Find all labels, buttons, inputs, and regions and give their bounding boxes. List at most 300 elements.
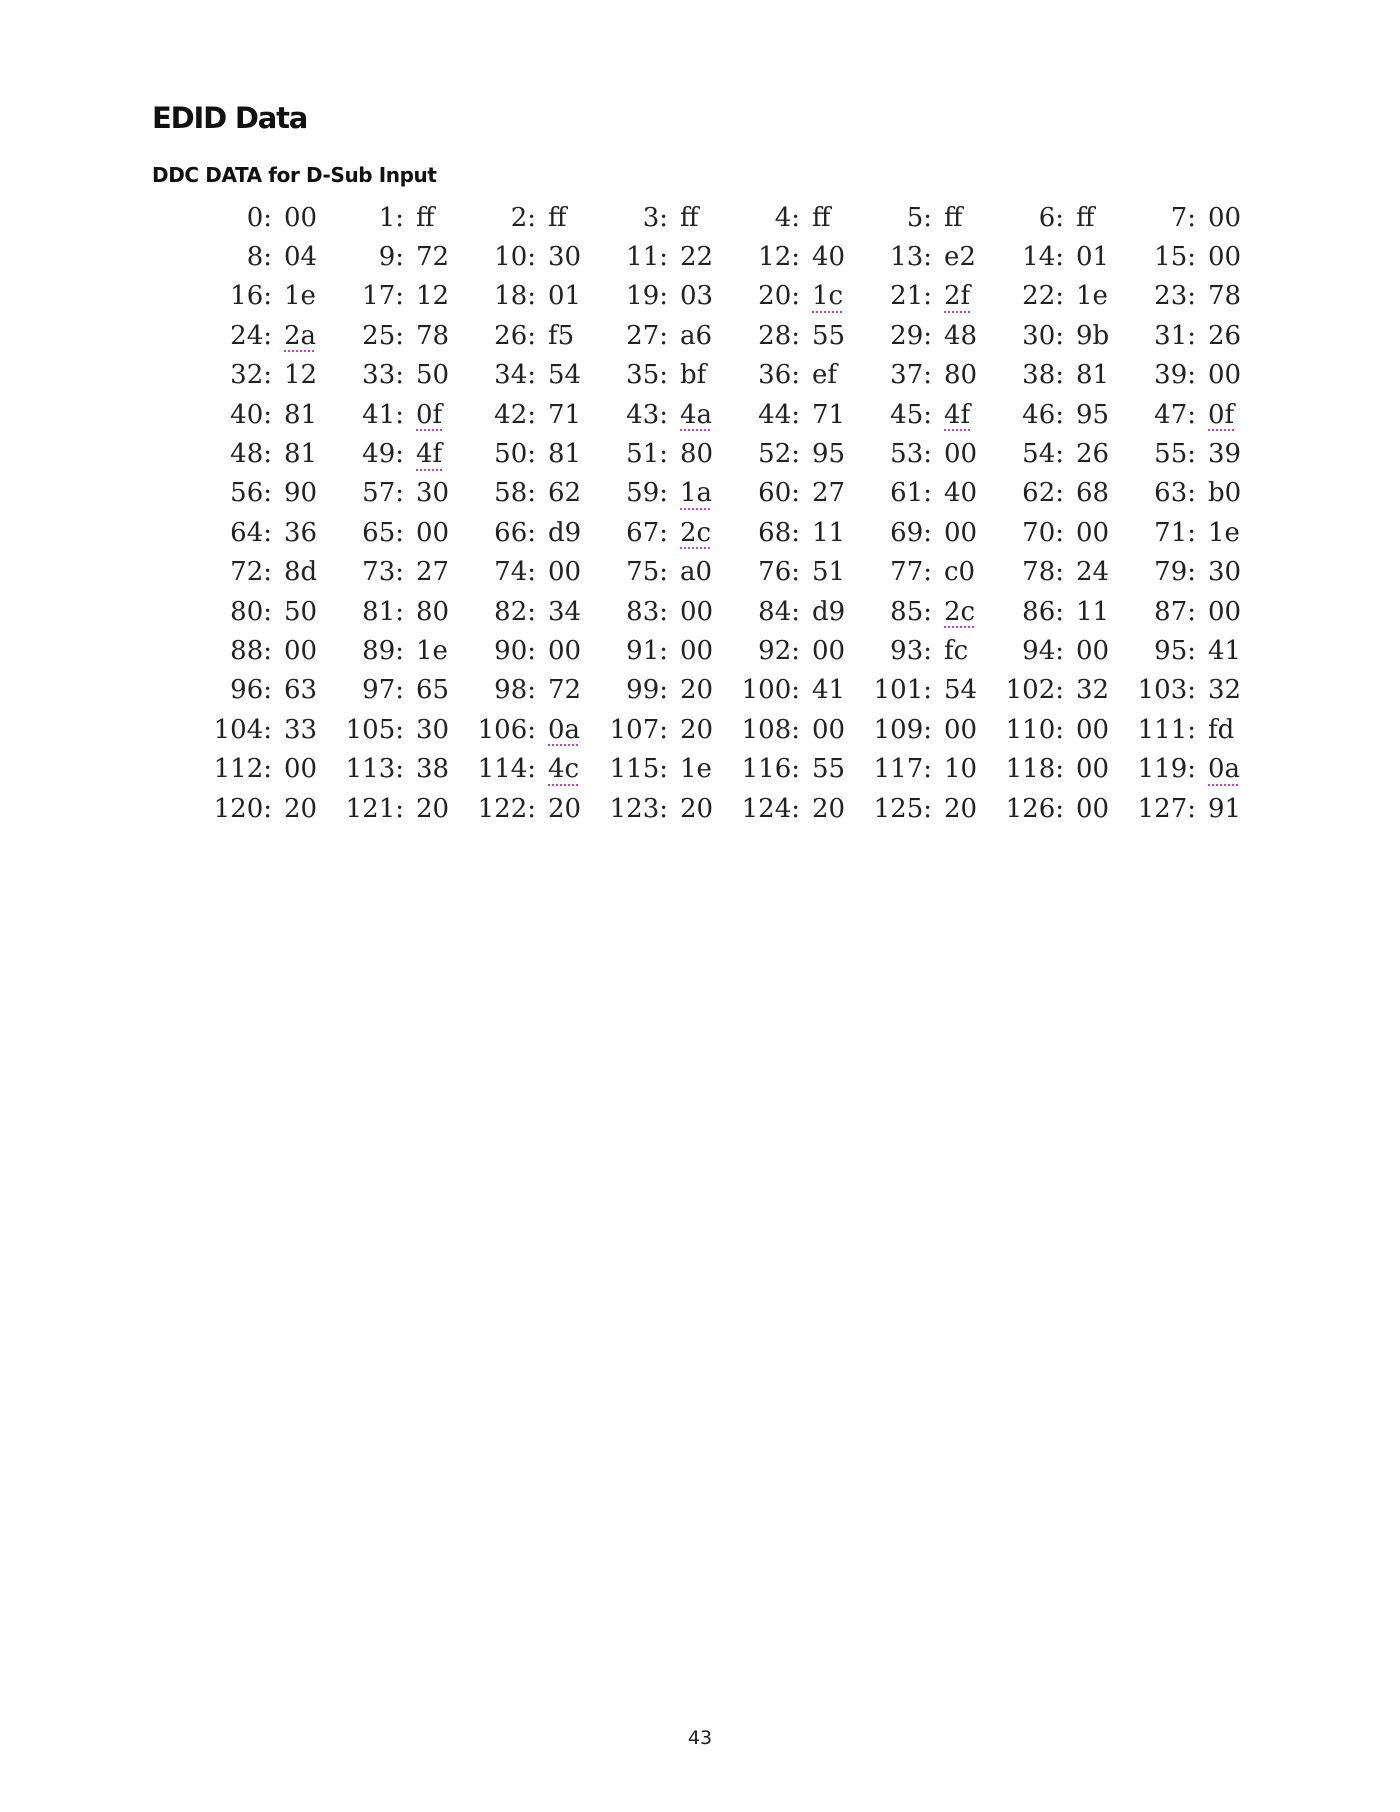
byte-value-text: 12 — [416, 281, 450, 312]
byte-value — [800, 395, 870, 434]
byte-value-text: ff — [944, 202, 963, 233]
byte-address: 123: — [609, 793, 668, 824]
byte-value — [272, 749, 342, 788]
byte-address: 105: — [345, 714, 404, 745]
byte-value — [404, 474, 474, 513]
byte-value-text: 38 — [416, 754, 450, 785]
byte-value-text: 24 — [1076, 557, 1110, 588]
byte-value — [1064, 277, 1134, 316]
byte-value — [668, 277, 738, 316]
byte-value — [1196, 671, 1266, 710]
byte-value-text: 55 — [812, 320, 846, 351]
byte-value-text: 41 — [1208, 635, 1242, 666]
byte-value — [932, 237, 1002, 276]
byte-address: 121: — [345, 793, 404, 824]
byte-value — [1064, 631, 1134, 670]
byte-value-text: 72 — [416, 242, 450, 273]
byte-address: 108: — [741, 714, 800, 745]
byte-value-text: 00 — [1076, 793, 1110, 824]
byte-value — [932, 671, 1002, 710]
byte-value-text: 4c — [548, 754, 580, 785]
byte-address: 117: — [873, 754, 932, 785]
byte-value — [800, 513, 870, 552]
byte-address: 85: — [890, 596, 932, 627]
byte-value — [272, 474, 342, 513]
byte-address: 26: — [494, 320, 536, 351]
byte-address: 64: — [230, 517, 272, 548]
byte-value — [1064, 671, 1134, 710]
byte-address: 58: — [494, 478, 536, 509]
byte-address: 46: — [1022, 399, 1064, 430]
byte-value-text: 48 — [944, 320, 978, 351]
byte-address: 43: — [626, 399, 668, 430]
byte-value — [668, 553, 738, 592]
byte-value-text: 20 — [680, 793, 714, 824]
byte-address: 34: — [494, 360, 536, 391]
byte-value — [1196, 277, 1266, 316]
byte-value-text: 2f — [944, 281, 971, 312]
byte-value — [404, 789, 474, 828]
page-title: EDID Data — [152, 101, 308, 135]
byte-address: 24: — [230, 320, 272, 351]
byte-value — [800, 671, 870, 710]
byte-value — [932, 395, 1002, 434]
byte-value — [668, 671, 738, 710]
byte-address: 78: — [1022, 557, 1064, 588]
byte-value-text: 62 — [548, 478, 582, 509]
byte-value-text: 50 — [284, 596, 318, 627]
byte-value — [536, 671, 606, 710]
byte-address: 115: — [609, 754, 668, 785]
byte-address: 51: — [626, 439, 668, 470]
byte-address: 9: — [378, 242, 404, 273]
byte-value — [536, 592, 606, 631]
byte-address: 79: — [1154, 557, 1196, 588]
byte-address: 92: — [758, 635, 800, 666]
byte-value — [800, 749, 870, 788]
byte-address: 97: — [362, 675, 404, 706]
byte-value — [1196, 513, 1266, 552]
byte-value — [800, 316, 870, 355]
byte-address: 124: — [741, 793, 800, 824]
byte-value — [272, 198, 342, 237]
byte-value — [932, 474, 1002, 513]
byte-value — [932, 749, 1002, 788]
byte-value — [536, 356, 606, 395]
byte-address: 0: — [246, 202, 272, 233]
byte-value-text: 51 — [812, 557, 846, 588]
byte-address: 73: — [362, 557, 404, 588]
page-number: 43 — [687, 1727, 713, 1749]
byte-value-text: 12 — [284, 360, 318, 391]
hex-row — [210, 671, 1266, 710]
byte-value — [932, 198, 1002, 237]
byte-address: 8: — [246, 242, 272, 273]
byte-value-text: 2c — [944, 596, 976, 627]
hex-row — [210, 789, 1266, 828]
byte-address: 20: — [758, 281, 800, 312]
byte-address: 104: — [213, 714, 272, 745]
byte-value-text: 00 — [812, 635, 846, 666]
byte-value-text: 4a — [680, 399, 713, 430]
byte-address: 70: — [1022, 517, 1064, 548]
byte-value-text: 9b — [1076, 320, 1110, 351]
hex-row — [210, 553, 1266, 592]
byte-value — [800, 237, 870, 276]
byte-value-text: 26 — [1076, 439, 1110, 470]
byte-value — [668, 749, 738, 788]
byte-address: 28: — [758, 320, 800, 351]
byte-value-text: 78 — [416, 320, 450, 351]
byte-value-text: 00 — [1076, 714, 1110, 745]
byte-address: 120: — [213, 793, 272, 824]
byte-value-text: ef — [812, 360, 838, 391]
byte-value-text: b0 — [1208, 478, 1242, 509]
byte-value — [272, 356, 342, 395]
byte-address: 68: — [758, 517, 800, 548]
byte-address: 76: — [758, 557, 800, 588]
byte-address: 16: — [230, 281, 272, 312]
byte-address: 13: — [890, 242, 932, 273]
byte-value — [800, 198, 870, 237]
byte-address: 107: — [609, 714, 668, 745]
byte-value-text: 00 — [944, 439, 978, 470]
byte-address: 101: — [873, 675, 932, 706]
byte-value-text: 11 — [812, 517, 846, 548]
byte-value-text: 00 — [944, 714, 978, 745]
byte-value — [800, 356, 870, 395]
byte-value — [272, 513, 342, 552]
byte-address: 15: — [1154, 242, 1196, 273]
byte-address: 50: — [494, 439, 536, 470]
byte-value — [1064, 316, 1134, 355]
hex-row — [210, 237, 1266, 276]
byte-value — [932, 553, 1002, 592]
byte-value-text: 01 — [1076, 242, 1110, 273]
byte-address: 69: — [890, 517, 932, 548]
hex-row — [210, 710, 1266, 749]
hex-row — [210, 434, 1266, 473]
byte-value — [1196, 474, 1266, 513]
byte-value-text: 40 — [944, 478, 978, 509]
byte-address: 44: — [758, 399, 800, 430]
byte-value-text: 0f — [416, 399, 443, 430]
byte-value-text: 11 — [1076, 596, 1110, 627]
byte-value — [800, 277, 870, 316]
byte-address: 87: — [1154, 596, 1196, 627]
byte-value-text: 33 — [284, 714, 318, 745]
byte-address: 109: — [873, 714, 932, 745]
byte-value — [536, 631, 606, 670]
byte-value — [404, 237, 474, 276]
byte-value-text: 20 — [680, 714, 714, 745]
byte-value — [272, 631, 342, 670]
byte-value-text: f5 — [548, 320, 575, 351]
byte-value — [272, 553, 342, 592]
byte-value — [932, 277, 1002, 316]
byte-address: 56: — [230, 478, 272, 509]
byte-address: 14: — [1022, 242, 1064, 273]
byte-address: 35: — [626, 360, 668, 391]
byte-value-text: ff — [680, 202, 699, 233]
byte-value-text: 00 — [1076, 517, 1110, 548]
byte-value-text: 0f — [1208, 399, 1235, 430]
byte-value — [668, 316, 738, 355]
byte-address: 113: — [345, 754, 404, 785]
byte-value-text: 01 — [548, 281, 582, 312]
byte-address: 39: — [1154, 360, 1196, 391]
byte-value-text: 30 — [416, 478, 450, 509]
byte-value-text: ff — [416, 202, 435, 233]
byte-address: 21: — [890, 281, 932, 312]
byte-value — [272, 671, 342, 710]
hex-row — [210, 356, 1266, 395]
byte-value-text: 04 — [284, 242, 318, 273]
byte-value-text: 03 — [680, 281, 714, 312]
byte-address: 93: — [890, 635, 932, 666]
byte-address: 19: — [626, 281, 668, 312]
byte-value-text: 00 — [944, 517, 978, 548]
byte-value — [536, 395, 606, 434]
byte-value-text: 00 — [284, 754, 318, 785]
byte-value — [1196, 789, 1266, 828]
byte-address: 62: — [1022, 478, 1064, 509]
byte-address: 42: — [494, 399, 536, 430]
byte-address: 112: — [213, 754, 272, 785]
byte-address: 110: — [1005, 714, 1064, 745]
byte-address: 57: — [362, 478, 404, 509]
byte-address: 12: — [758, 242, 800, 273]
byte-value — [536, 198, 606, 237]
byte-value — [668, 513, 738, 552]
byte-value — [668, 237, 738, 276]
byte-address: 67: — [626, 517, 668, 548]
byte-address: 49: — [362, 439, 404, 470]
byte-address: 6: — [1038, 202, 1064, 233]
byte-value-text: 00 — [1076, 754, 1110, 785]
byte-address: 45: — [890, 399, 932, 430]
hex-row — [210, 749, 1266, 788]
byte-value-text: 20 — [548, 793, 582, 824]
byte-value-text: 30 — [548, 242, 582, 273]
byte-value-text: 20 — [680, 675, 714, 706]
byte-value — [1196, 434, 1266, 473]
byte-value — [800, 474, 870, 513]
byte-value — [404, 513, 474, 552]
byte-address: 47: — [1154, 399, 1196, 430]
byte-value — [1064, 592, 1134, 631]
byte-value — [932, 316, 1002, 355]
byte-address: 116: — [741, 754, 800, 785]
byte-value-text: 4f — [416, 439, 443, 470]
byte-value-text: 65 — [416, 675, 450, 706]
byte-value — [1064, 395, 1134, 434]
byte-value-text: 2a — [284, 320, 317, 351]
byte-value — [404, 434, 474, 473]
byte-value — [1064, 553, 1134, 592]
byte-value-text: 10 — [944, 754, 978, 785]
byte-value-text: 00 — [1208, 596, 1242, 627]
byte-address: 5: — [906, 202, 932, 233]
byte-value-text: fd — [1208, 714, 1235, 745]
byte-value — [800, 789, 870, 828]
hex-row — [210, 474, 1266, 513]
byte-address: 36: — [758, 360, 800, 391]
byte-address: 119: — [1137, 754, 1196, 785]
byte-value-text: 00 — [812, 714, 846, 745]
byte-value — [800, 592, 870, 631]
byte-value-text: 00 — [680, 635, 714, 666]
byte-value-text: 00 — [1208, 242, 1242, 273]
byte-value-text: 54 — [944, 675, 978, 706]
byte-address: 75: — [626, 557, 668, 588]
byte-value-text: 00 — [416, 517, 450, 548]
byte-value — [536, 277, 606, 316]
byte-value — [1196, 749, 1266, 788]
byte-address: 66: — [494, 517, 536, 548]
hex-row — [210, 198, 1266, 237]
byte-value-text: 40 — [812, 242, 846, 273]
byte-value-text: 91 — [1208, 793, 1242, 824]
byte-address: 48: — [230, 439, 272, 470]
byte-value — [272, 395, 342, 434]
byte-value-text: bf — [680, 360, 707, 391]
byte-address: 4: — [774, 202, 800, 233]
byte-value-text: 41 — [812, 675, 846, 706]
byte-value — [404, 277, 474, 316]
byte-value-text: 1e — [416, 635, 448, 666]
byte-value-text: 1e — [284, 281, 316, 312]
ddc-hex-table-body — [210, 198, 1266, 828]
byte-value-text: 80 — [416, 596, 450, 627]
byte-value-text: a6 — [680, 320, 713, 351]
byte-address: 17: — [362, 281, 404, 312]
byte-value-text: 95 — [1076, 399, 1110, 430]
byte-value — [404, 198, 474, 237]
byte-value — [1064, 434, 1134, 473]
byte-value — [1196, 553, 1266, 592]
byte-value-text: 63 — [284, 675, 318, 706]
byte-value-text: 39 — [1208, 439, 1242, 470]
byte-address: 127: — [1137, 793, 1196, 824]
byte-value-text: 1e — [1076, 281, 1108, 312]
byte-value — [668, 198, 738, 237]
byte-address: 1: — [378, 202, 404, 233]
byte-address: 99: — [626, 675, 668, 706]
byte-address: 90: — [494, 635, 536, 666]
byte-value — [668, 395, 738, 434]
byte-address: 18: — [494, 281, 536, 312]
byte-value-text: 2c — [680, 517, 712, 548]
byte-value — [404, 395, 474, 434]
byte-address: 7: — [1170, 202, 1196, 233]
byte-address: 91: — [626, 635, 668, 666]
byte-address: 23: — [1154, 281, 1196, 312]
hex-row — [210, 277, 1266, 316]
byte-value — [1064, 749, 1134, 788]
byte-address: 53: — [890, 439, 932, 470]
byte-address: 94: — [1022, 635, 1064, 666]
byte-value-text: 1a — [680, 478, 713, 509]
byte-value-text: 95 — [812, 439, 846, 470]
byte-address: 126: — [1005, 793, 1064, 824]
byte-address: 118: — [1005, 754, 1064, 785]
byte-value — [1064, 237, 1134, 276]
byte-value — [536, 749, 606, 788]
hex-row — [210, 395, 1266, 434]
byte-address: 114: — [477, 754, 536, 785]
byte-value-text: 81 — [284, 399, 318, 430]
byte-value — [1064, 710, 1134, 749]
byte-value — [272, 237, 342, 276]
byte-value-text: 81 — [284, 439, 318, 470]
byte-address: 37: — [890, 360, 932, 391]
byte-value-text: fc — [944, 635, 969, 666]
ddc-hex-table — [210, 198, 1266, 828]
byte-value-text: 72 — [548, 675, 582, 706]
byte-value — [932, 789, 1002, 828]
byte-value — [272, 316, 342, 355]
byte-value — [404, 631, 474, 670]
byte-value-text: 1e — [680, 754, 712, 785]
byte-value — [272, 710, 342, 749]
byte-value-text: a0 — [680, 557, 713, 588]
byte-value — [1196, 395, 1266, 434]
byte-value-text: 0a — [548, 714, 581, 745]
byte-value-text: 0a — [1208, 754, 1241, 785]
byte-value-text: 68 — [1076, 478, 1110, 509]
hex-row — [210, 513, 1266, 552]
byte-address: 82: — [494, 596, 536, 627]
byte-address: 74: — [494, 557, 536, 588]
byte-value-text: 27 — [416, 557, 450, 588]
byte-value-text: 1e — [1208, 517, 1240, 548]
byte-address: 125: — [873, 793, 932, 824]
byte-value-text: 00 — [548, 557, 582, 588]
byte-value-text: 00 — [548, 635, 582, 666]
byte-value — [536, 513, 606, 552]
byte-value — [800, 631, 870, 670]
byte-value — [404, 356, 474, 395]
byte-value — [932, 710, 1002, 749]
byte-value — [800, 553, 870, 592]
byte-value-text: 20 — [944, 793, 978, 824]
section-title: DDC DATA for D-Sub Input — [152, 163, 437, 187]
byte-address: 102: — [1005, 675, 1064, 706]
byte-address: 71: — [1154, 517, 1196, 548]
byte-address: 2: — [510, 202, 536, 233]
byte-value-text: 81 — [548, 439, 582, 470]
byte-value-text: 36 — [284, 517, 318, 548]
byte-address: 72: — [230, 557, 272, 588]
byte-address: 25: — [362, 320, 404, 351]
byte-value-text: ff — [1076, 202, 1095, 233]
byte-value — [1196, 237, 1266, 276]
byte-value-text: 78 — [1208, 281, 1242, 312]
byte-address: 100: — [741, 675, 800, 706]
byte-value — [536, 237, 606, 276]
byte-value-text: 00 — [1208, 360, 1242, 391]
hex-row — [210, 316, 1266, 355]
byte-address: 95: — [1154, 635, 1196, 666]
byte-value-text: ff — [548, 202, 567, 233]
byte-address: 54: — [1022, 439, 1064, 470]
byte-value-text: 80 — [680, 439, 714, 470]
byte-value — [1064, 198, 1134, 237]
byte-value — [404, 316, 474, 355]
byte-value — [536, 553, 606, 592]
byte-address: 32: — [230, 360, 272, 391]
